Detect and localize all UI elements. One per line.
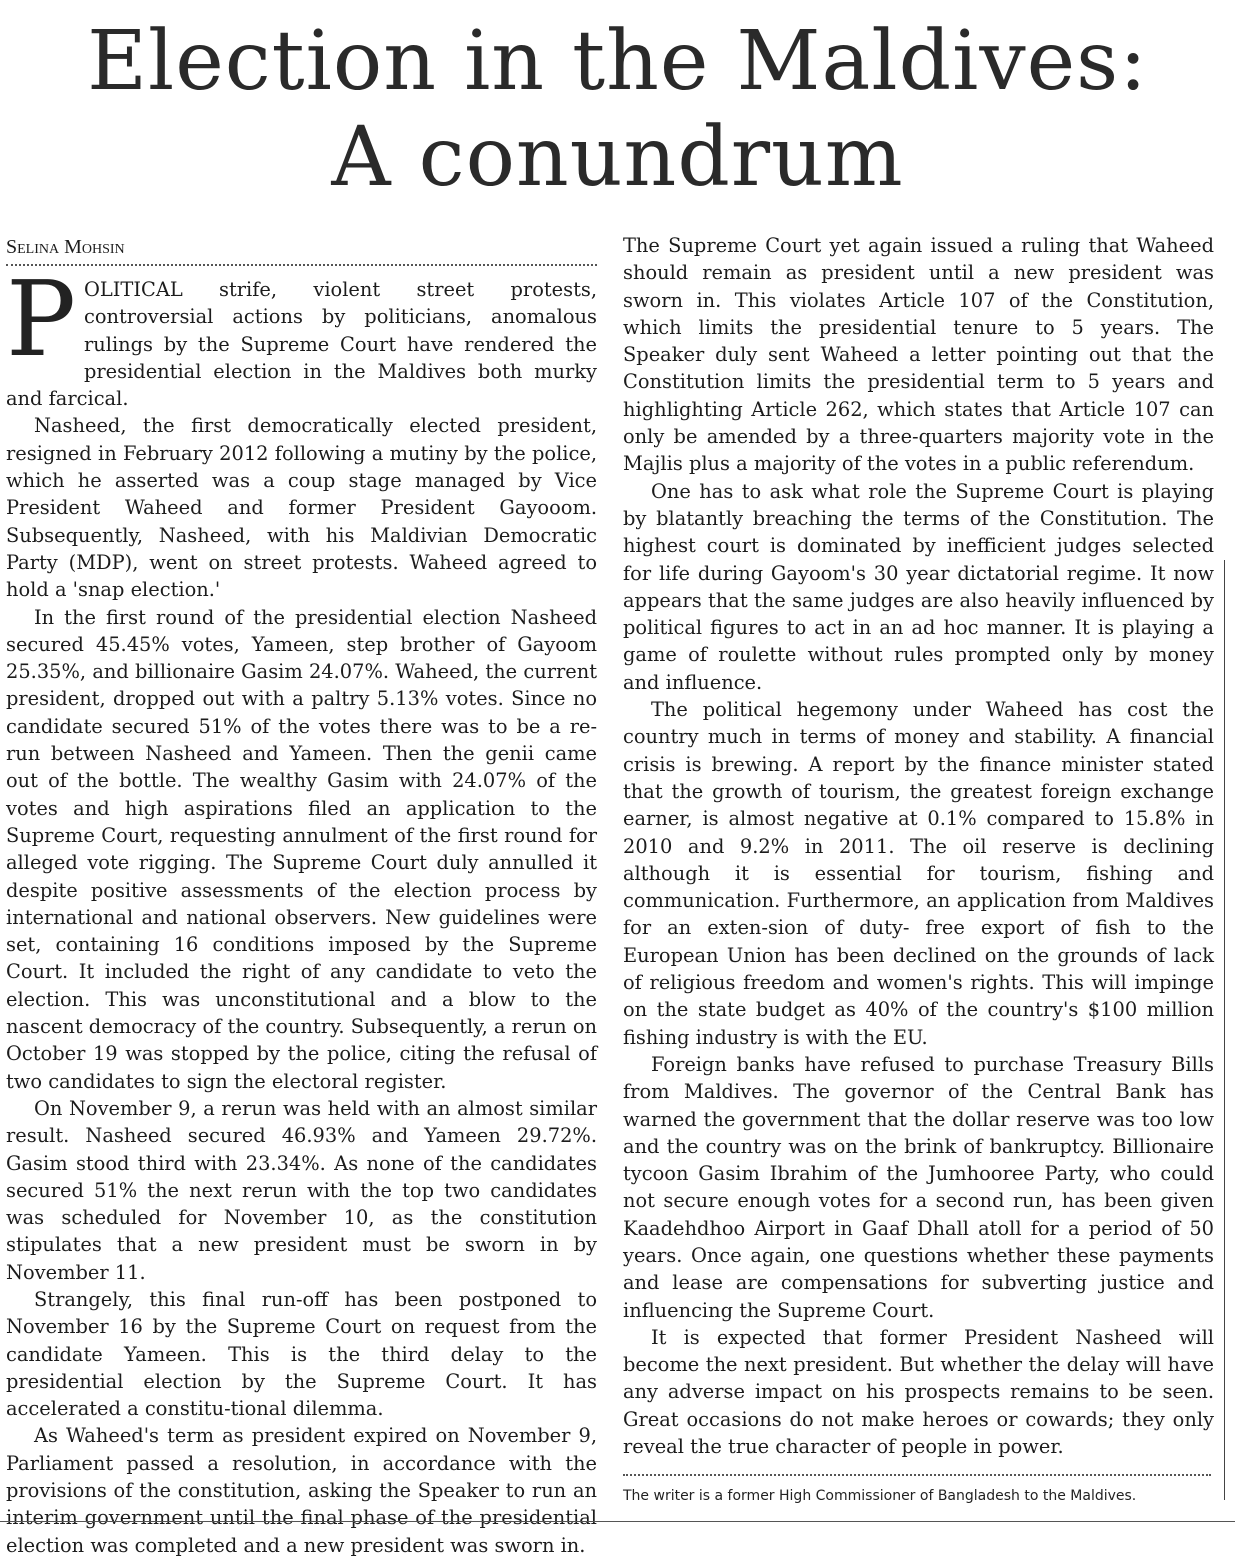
lead-paragraph [6, 258, 597, 412]
headline-line-2: A conundrum [331, 110, 904, 205]
article-column-right [623, 232, 1214, 1460]
article-paragraph: One has to ask what role the Supreme Court is playing by blatantly breaching the terms of the Constitution. The highest court is dominated by inefficient judges selected for life during Gayoom's 30 year dictatorial regime. It now appears that the same judges are also heavily influenced by political figures to act in an ad hoc manner. It is playing a game of roulette without rules prompted only by money and influence. [623, 479, 1214, 694]
headline-line-1: Election in the Maldives: [87, 14, 1148, 109]
article-paragraph: The political hegemony under Waheed has cost the country much in terms of money and stability. A financial crisis is brewing. A report by the finance minister stated that the growth of tourism, the greatest foreign exchange earner, is almost negative at 0.1% compared to 15.8% in 2010 and 9.2% in 2011. The oil reserve is declining although it is essential for tourism, fishing and communication. Furthermore, an application from Maldives for an exten-sion of duty- free export of fish to the European Union has been declined on the grounds of lack of religious freedom and women's rights. This will impinge on the state budget as 40% of the country's $100 million fishing industry is with the EU. [623, 698, 1214, 1049]
lead-first-word: OLITICAL [83, 278, 183, 301]
article-column-left [6, 232, 597, 1559]
article-paragraph: On November 9, a rerun was held with an almost similar result. Nasheed secured 46.93% and Yameen 29.72%. Gasim stood third with 23.34%. As none of the candidates secured 51% the next rerun with the top two candidates was scheduled for November 10, as the constitution stipulates that a new president must be sworn in by November 11. [6, 1096, 597, 1284]
article-paragraph: It is expected that former President Nasheed will become the next president. But whether the delay will have any adverse impact on his prospects remains to be seen. Great occasions do not make heroes or cowards; they only reveal the true character of people in power. [623, 1325, 1214, 1459]
headline [0, 14, 1235, 206]
article-paragraph: As Waheed's term as president expired on November 9, Parliament passed a resolution, in accordance with the provisions of the constitution, asking the Speaker to run an interim government until the final phase of the presidential election was completed and a new president was sworn in. [6, 1424, 597, 1557]
footer-divider [623, 1474, 1211, 1476]
byline: Selina Mohsin [6, 232, 597, 266]
article-paragraph: In the first round of the presidential election Nasheed secured 45.45% votes, Yameen, step brother of Gayoom 25.35%, and billionaire Gasim 24.07%. Waheed, the current president, dropped out with a paltry 5.13% votes. Since no candidate secured 51% of the votes there was to be a re-run between Nasheed and Yameen. Then the genii came out of the bottle. The wealthy Gasim with 24.07% of the votes and high aspirations filed an application to the Supreme Court, requesting annulment of the first round for alleged vote rigging. The Supreme Court duly annulled it despite positive assessments of the election process by international and national observers. New guidelines were set, containing 16 conditions imposed by the Supreme Court. It included the right of any candidate to veto the election. This was unconstitutional and a blow to the nascent democracy of the country. Subsequently, a rerun on October 19 was stopped by the police, citing the refusal of two candidates to sign the electoral register. [6, 605, 597, 1093]
article-paragraph: Nasheed, the first democratically elected president, resigned in February 2012 following a mutiny by the police, which he asserted was a coup stage managed by Vice President Waheed and former President Gayooom. Subsequently, Nasheed, with his Maldivian Democratic Party (MDP), went on street protests. Waheed agreed to hold a 'snap election.' [6, 414, 597, 602]
lead-paragraph-text: strife, violent street protests, controversial actions by politicians, anomalous rulings by the Supreme Court have rendered the presidential election in the Maldives both murky and farcical. [6, 278, 597, 411]
article-paragraph: Foreign banks have refused to purchase Treasury Bills from Maldives. The governor of the Central Bank has warned the government that the dollar reserve was too low and the country was on the brink of bankruptcy. Billionaire tycoon Gasim Ibrahim of the Jumhooree Party, who could not secure enough votes for a second run, has been given Kaadehdhoo Airport in Gaaf Dhall atoll for a period of 50 years. Once again, one questions whether these payments and lease are compensations for subverting justice and influencing the Supreme Court. [623, 1052, 1214, 1322]
drop-cap: P [6, 258, 76, 380]
article-paragraph: Strangely, this final run-off has been postponed to November 16 by the Supreme Court on request from the candidate Yameen. This is the third delay to the presidential election by the Supreme Court. It has accelerated a constitu-tional dilemma. [6, 1287, 597, 1421]
article-paragraph: The Supreme Court yet again issued a ruling that Waheed should remain as president until a new president was sworn in. This violates Article 107 of the Constitution, which limits the presidential tenure to 5 years. The Speaker duly sent Waheed a letter pointing out that the Constitution limits the presidential term to 5 years and highlighting Article 262, which states that Article 107 can only be amended by a three-quarters majority vote in the Majlis plus a majority of the votes in a public referendum. [623, 234, 1214, 476]
author-credit: The writer is a former High Commissioner of Bangladesh to the Maldives. [623, 1488, 1137, 1504]
page-bottom-rule [0, 1521, 1235, 1522]
column-rule [1224, 560, 1225, 1500]
